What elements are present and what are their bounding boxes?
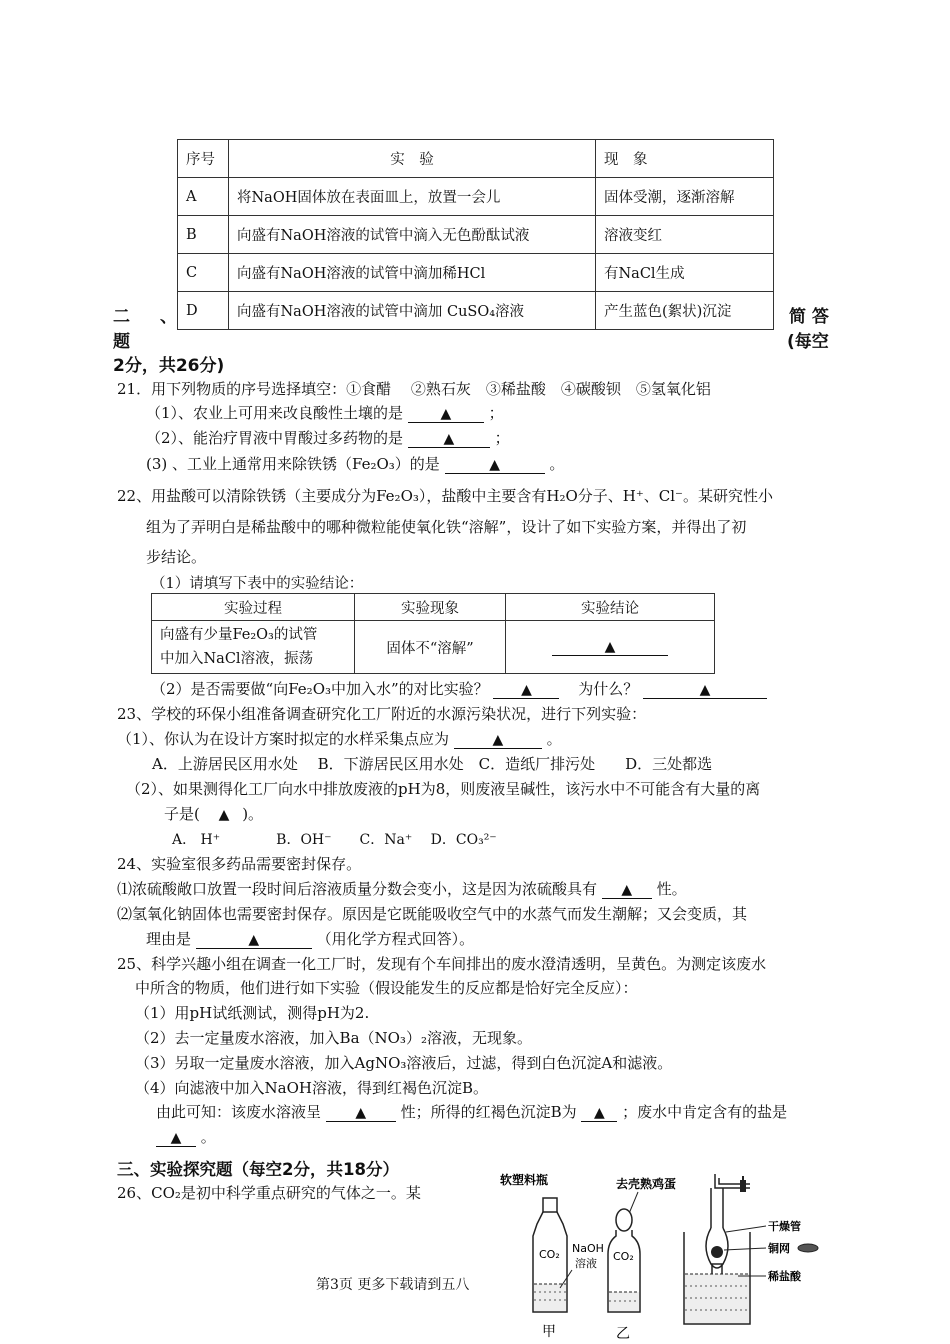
label-solution: 溶液	[575, 1257, 597, 1270]
section2-heading-part1: 二	[113, 307, 130, 327]
page-footer: 第3页 更多下载请到五八	[316, 1277, 470, 1293]
process-cell: 向盛有少量Fe₂O₃的试管 中加入NaCl溶液，振荡	[152, 621, 355, 674]
col-header-exp: 实 验	[229, 140, 596, 178]
label-egg: 去壳熟鸡蛋	[616, 1177, 677, 1191]
table-row	[178, 254, 774, 292]
q22-line1: 22、用盐酸可以清除铁锈（主要成分为Fe₂O₃），盐酸中主要含有H₂O分子、H⁺、Cl⁻。某研究性小	[117, 487, 773, 505]
q21-part3: (3) 、工业上通常用来除铁锈（Fe₂O₃）的是 ▲ 。	[146, 455, 565, 473]
label-co2-jia: CO₂	[539, 1248, 560, 1261]
flask-egg-icon	[608, 1209, 640, 1312]
q24-part2: ⑵氢氧化钠固体也需要密封保存。原因是它既能吸收空气中的水蒸气而发生潮解；又会变质，其	[117, 905, 748, 923]
drying-tube-apparatus-icon	[684, 1174, 818, 1324]
q21-stem: 21．用下列物质的序号选择填空：①食醋 ②熟石灰 ③稀盐酸 ④碳酸钡 ⑤氢氧化铝	[117, 380, 711, 398]
row-id: B	[178, 216, 229, 254]
q25-conclusion: 由此可知：该废水溶液呈 ▲ 性；所得的红褐色沉淀B为 ▲ ；废水中肯定含有的盐是	[156, 1103, 788, 1121]
section2-heading-part4: 题	[113, 332, 130, 352]
col-header-phenomenon: 实验现象	[355, 594, 506, 621]
answer-blank[interactable]: ▲	[602, 881, 652, 899]
q22-line2: 组为了弄明白是稀盐酸中的哪种微粒能使氧化铁“溶解”，设计了如下实验方案，并得出了初	[146, 518, 747, 536]
label-dilute-hcl: 稀盐酸	[768, 1270, 801, 1283]
col-header-conclusion: 实验结论	[506, 594, 715, 621]
row-exp: 将NaOH固体放在表面皿上，放置一会儿	[229, 178, 596, 216]
q23-options1: A．上游居民区用水处 B．下游居民区用水处 C．造纸厂排污处 D．三处都选	[152, 755, 713, 773]
q25-step2: （2）去一定量废水溶液，加入Ba（NO₃）₂溶液，无现象。	[135, 1029, 532, 1047]
q25-step4: （4）向滤液中加入NaOH溶液，得到红褐色沉淀B。	[135, 1079, 489, 1097]
q22-part1: （1）请填写下表中的实验结论：	[151, 576, 364, 592]
q26-stem: 26、CO₂是初中科学重点研究的气体之一。某	[117, 1184, 421, 1202]
table-row	[178, 292, 774, 330]
row-exp: 向盛有NaOH溶液的试管中滴入无色酚酞试液	[229, 216, 596, 254]
row-id: A	[178, 178, 229, 216]
plastic-bottle-icon	[533, 1198, 567, 1312]
q22-line3: 步结论。	[146, 548, 207, 566]
q24-stem: 24、实验室很多药品需要密封保存。	[117, 855, 362, 873]
q23-part2-cont: 子是( ▲ )。	[164, 805, 264, 823]
answer-blank[interactable]: ▲	[445, 456, 545, 474]
q25-line1: 25、科学兴趣小组在调查一化工厂时，发现有个车间排出的废水澄清透明，呈黄色。为测定该废水	[117, 955, 767, 973]
caption-jia: 甲	[542, 1324, 556, 1340]
answer-blank[interactable]: ▲	[581, 1104, 617, 1122]
q25-line2: 中所含的物质，他们进行如下实验（假设能发生的反应都是恰好完全反应）：	[135, 979, 638, 997]
answer-blank[interactable]: ▲	[643, 681, 767, 699]
conclusion-cell	[506, 621, 715, 674]
row-id: D	[178, 292, 229, 330]
phenomenon-cell: 固体不“溶解”	[355, 621, 506, 674]
label-copper-mesh: 铜网	[768, 1242, 790, 1255]
label-drying-tube: 干燥管	[768, 1220, 801, 1233]
answer-blank[interactable]: ▲	[196, 931, 312, 949]
row-exp: 向盛有NaOH溶液的试管中滴加稀HCl	[229, 254, 596, 292]
label-naoh: NaOH	[572, 1242, 604, 1255]
q24-part1: ⑴浓硫酸敞口放置一段时间后溶液质量分数会变小，这是因为浓硫酸具有 ▲ 性。	[117, 880, 687, 898]
row-id: C	[178, 254, 229, 292]
answer-blank[interactable]: ▲	[454, 731, 542, 749]
q22-part2: （2）是否需要做“向Fe₂O₃中加入水”的对比实验？ ▲ 为什么？ ▲	[151, 678, 767, 699]
row-exp: 向盛有NaOH溶液的试管中滴加 CuSO₄溶液	[229, 292, 596, 330]
row-phen: 有NaCl生成	[596, 254, 774, 292]
table-row	[152, 621, 715, 674]
table-row	[178, 216, 774, 254]
label-bottle: 软塑料瓶	[500, 1173, 549, 1187]
q23-part2: （2）、如果测得化工厂向水中排放废液的pH为8，则废液呈碱性，该污水中不可能含有大量的离	[126, 780, 761, 798]
q24-part3: 理由是 ▲ （用化学方程式回答）。	[146, 930, 475, 948]
answer-blank[interactable]: ▲	[326, 1104, 396, 1122]
apparatus-figure	[488, 1166, 838, 1344]
section2-heading-part5: (每空	[787, 332, 829, 352]
answer-blank[interactable]: ▲	[552, 639, 668, 656]
col-header-id: 序号	[178, 140, 229, 178]
q25-step3: （3）另取一定量废水溶液，加入AgNO₃溶液后，过滤，得到白色沉淀A和滤液。	[135, 1054, 673, 1072]
answer-blank[interactable]: ▲	[408, 405, 484, 423]
caption-yi: 乙	[616, 1326, 630, 1342]
section2-heading-part2: 、	[160, 307, 177, 327]
q23-stem: 23、学校的环保小组准备调查研究化工厂附近的水源污染状况，进行下列实验：	[117, 705, 647, 723]
conclusion-table	[151, 593, 715, 674]
q21-part1: （1）、农业上可用来改良酸性土壤的是 ▲ ；	[146, 404, 504, 422]
q25-step1: （1）用pH试纸测试，测得pH为2.	[135, 1004, 370, 1022]
section2-heading-part6: 2分，共26分)	[113, 356, 225, 376]
answer-blank[interactable]: ▲	[408, 430, 490, 448]
section2-heading-part3: 简 答	[789, 307, 829, 327]
answer-blank[interactable]: ▲	[156, 1129, 196, 1147]
q25-conclusion-cont: ▲ 。	[156, 1126, 216, 1147]
section3-heading: 三、实验探究题（每空2分，共18分）	[117, 1160, 399, 1179]
col-header-process: 实验过程	[152, 594, 355, 621]
table-row	[178, 178, 774, 216]
q23-part1: （1）、你认为在设计方案时拟定的水样采集点应为 ▲ 。	[117, 730, 562, 748]
answer-marker[interactable]: ▲	[218, 807, 230, 823]
row-phen: 产生蓝色(絮状)沉淀	[596, 292, 774, 330]
q23-options2: A． H⁺ B．OH⁻ C．Na⁺ D．CO₃²⁻	[172, 832, 497, 848]
row-phen: 溶液变红	[596, 216, 774, 254]
col-header-phen: 现 象	[596, 140, 774, 178]
answer-blank[interactable]: ▲	[493, 681, 559, 699]
q21-part2: （2）、能治疗胃液中胃酸过多药物的是 ▲ ；	[146, 429, 510, 447]
row-phen: 固体受潮，逐渐溶解	[596, 178, 774, 216]
experiment-table	[177, 139, 774, 330]
label-co2-yi: CO₂	[613, 1250, 634, 1263]
